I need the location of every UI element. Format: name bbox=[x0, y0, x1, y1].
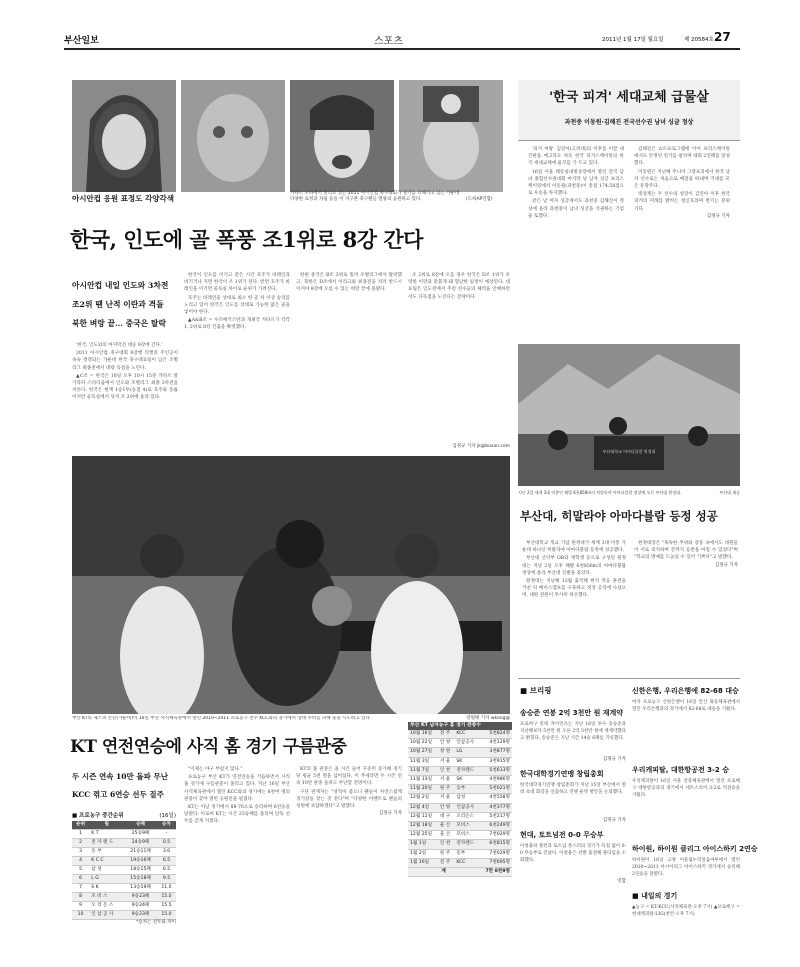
fans-body-col-2 bbox=[184, 272, 290, 452]
attendance-cell: 7천695명 bbox=[479, 858, 512, 867]
attendance-row bbox=[408, 803, 512, 812]
attendance-row bbox=[408, 812, 512, 821]
standings-cell: 9.5 bbox=[157, 875, 176, 884]
skating-headline-panel bbox=[518, 80, 740, 141]
attendance-cell: 12월 18일 bbox=[408, 822, 438, 831]
fans-paragraph: ▲A&B조 = 우즈베키스탄과 개최국 카타르가 각각 1, 2위로 8강 진출을 확정했다. bbox=[184, 318, 290, 331]
brief-body: 프로야구 롯데 자이언츠는 지난 16일 투수 송승준과 지난해보다 5천만 원 오른 2억 3천만 원에 재계약했다고 밝혔다. 송승준은 지난 시즌 14승 6패를 기록했다. bbox=[520, 722, 626, 741]
standings-cell: 인 삼 공 사 bbox=[89, 911, 124, 920]
brief-title: 신한은행, 우리은행에 82-68 대승 bbox=[632, 687, 739, 695]
issue-date: 2011년 1월 17일 월요일 bbox=[602, 37, 664, 43]
fans-paragraph: 호주는 바레인을 상대로 최소 한 골 차 이상 승리를 노리고 있어 한국은 인도를 상대로 가능한 많은 골을 넣어야 한다. bbox=[184, 295, 290, 316]
attendance-cell: 모비스 bbox=[454, 831, 479, 840]
attendance-cell: KCC bbox=[454, 730, 479, 739]
attendance-cell: 6천249명 bbox=[479, 822, 512, 831]
standings-cell: 19승16패 bbox=[124, 857, 157, 866]
standings-cell: 4 bbox=[72, 857, 89, 866]
brief-title: 한국대학경기연맹 창립총회 bbox=[520, 770, 604, 778]
skating-subhead: 과천중 이동원·김해진 전국선수권 남녀 싱글 정상 bbox=[564, 119, 694, 126]
standings-table bbox=[72, 821, 176, 920]
standings-cell: 15승18패 bbox=[124, 875, 157, 884]
standings-row bbox=[72, 884, 176, 893]
kt-photo-credit: 강원태 기자 wkang@ bbox=[466, 716, 510, 721]
attendance-cell: LG bbox=[454, 748, 479, 757]
fans-byline: 김정규 기자 jk@busan.com bbox=[452, 444, 510, 449]
masthead bbox=[64, 32, 740, 48]
fans-paragraph: 한편 중국은 B조 3위로 밀려 조별리그에서 탈락했고, 북한은 D조에서 이라크와 최종전을 치러 반드시 이겨야 8강에 오를 수 있는 벼랑 끝에 몰렸다. bbox=[296, 273, 402, 293]
fan-photo-1 bbox=[72, 80, 176, 192]
standings-cell: 7 bbox=[72, 884, 89, 893]
fans-paragraph: '한국, 인도와의 마지막전 대승 8강에 간다.' bbox=[76, 343, 163, 348]
standings-cell: 모 비 스 bbox=[89, 893, 124, 902]
attendance-cell: 1월 2일 bbox=[408, 849, 438, 858]
skating-paragraph: 이동원은 지난해 주니어 그랑프리에서 한국 남자 선수로는 처음으로 메달을 따내며 기대를 모은 유망주다. bbox=[634, 169, 730, 190]
kt-paragraph: KT의 홈 관중은 올 시즌 들어 꾸준히 증가해 경기당 평균 5천 명을 넘어섰다. 이 추세라면 두 시즌 연속 10만 관중 돌파도 무난할 전망이다. bbox=[296, 767, 402, 787]
paper-name: 부산일보 bbox=[64, 36, 99, 46]
fans-body-col-1 bbox=[72, 342, 178, 450]
kt-photo-caption: 부산 KT의 제스퍼 존슨(가운데)이 16일 부산 사직체육관에서 열린 2010~2011 프로농구 전주 KCC와의 경기에서 상대 수비를 피해 슛을 시도하고 있다. bbox=[72, 716, 372, 721]
skating-body-col-2 bbox=[634, 146, 730, 332]
kt-game-photo bbox=[72, 456, 510, 714]
fans-paragraph: 한국이 인도를 이기고 같은 시간 호주가 바레인과 비기거나 지면 한국이 조 1위가 된다. 반면 호주가 바레인을 이기면 골득실 차이로 순위가 가려진다. bbox=[184, 273, 290, 293]
standings-cell: - bbox=[157, 830, 176, 839]
fans-body-col-3 bbox=[296, 272, 402, 452]
briefing-square-icon: ■ bbox=[520, 686, 528, 695]
attendance-row bbox=[408, 748, 512, 757]
standings-cell: 9 bbox=[72, 902, 89, 911]
fans-paragraph: ▲C조 = 한국은 18일 오후 10시 15분 카타르 알가라파 스타디움에서 인도와 조별리그 최종 3차전을 치른다. 한국은 현재 1승1무(승점 4)로 호주와 동률이지만 골득실에서 뒤져 조 2위에 올라 있다. bbox=[72, 373, 178, 401]
masthead-rule bbox=[64, 48, 740, 50]
brief-byline: 김정규 기자 bbox=[602, 757, 626, 762]
attendance-title: 부산 KT 남자농구 홈 경기 관중수 bbox=[408, 722, 512, 730]
fans-subheads bbox=[72, 276, 182, 333]
attendance-total-label: 계 bbox=[408, 868, 479, 877]
attendance-cell: 동부 bbox=[454, 849, 479, 858]
standings-cell: 9승23패 bbox=[124, 911, 157, 920]
himalaya-headline: 부산대, 히말라야 아마다블람 등정 성공 bbox=[520, 509, 718, 523]
kt-body-col-2 bbox=[296, 766, 402, 946]
briefs-left bbox=[520, 708, 626, 885]
skating-paragraph: 빙상계는 두 선수의 성장이 김연아 이후 한국 피겨의 미래를 밝히는 청신호라며 반기는 분위기다. bbox=[634, 192, 730, 212]
standings-row bbox=[72, 830, 176, 839]
briefs-right bbox=[632, 686, 758, 926]
standings-cell: 9승23패 bbox=[124, 893, 157, 902]
attendance-cell: 6천815명 bbox=[479, 840, 512, 849]
fan-photo-4 bbox=[399, 80, 503, 192]
attendance-cell: 3천915명 bbox=[479, 757, 512, 766]
attendance-cell: 7천029명 bbox=[479, 831, 512, 840]
attendance-row bbox=[408, 849, 512, 858]
standings-row bbox=[72, 839, 176, 848]
attendance-cell: 삼성 bbox=[454, 794, 479, 803]
schedule-square-icon: ■ bbox=[632, 892, 639, 900]
standings-cell: 21승11패 bbox=[124, 848, 157, 857]
himalaya-byline: 김정규 기자 bbox=[714, 562, 738, 568]
fans-paragraph: 2011 아시안컵 축구대회 8강행 티켓의 주인공이 속속 결정되는 가운데 한국 축구대표팀이 남은 조별리그 최종전에서 대량 득점을 노린다. bbox=[72, 351, 178, 371]
fans-headline: 한국, 인도에 골 폭풍 조1위로 8강 간다 bbox=[70, 227, 423, 252]
kt-subheads bbox=[72, 768, 182, 804]
standings-row bbox=[72, 875, 176, 884]
standings-row bbox=[72, 893, 176, 902]
skating-byline: 김정규 기자 bbox=[706, 213, 730, 219]
attendance-row bbox=[408, 757, 512, 766]
brief-byline: 연합 bbox=[617, 879, 626, 884]
skating-paragraph: 16일 서울 태릉실내빙상장에서 열린 전국 남녀 종합선수권대회 마지막 날 남자 싱글 프리스케이팅에서 이동원(과천중)이 총점 174.58점으로 우승을 차지했다. bbox=[528, 169, 624, 197]
attendance-cell: 10월 16일 bbox=[408, 730, 438, 739]
standings-cell: 2 bbox=[72, 839, 89, 848]
fan-photo-2 bbox=[181, 80, 285, 192]
attendance-cell: 5천613명 bbox=[479, 766, 512, 775]
attendance-cell: 울 산 bbox=[438, 831, 454, 840]
brief-body: 한국대학경기연맹 창립총회가 지난 15일 부산에서 열려 초대 회장을 선출하고 연맹 운영 방안을 논의했다. bbox=[520, 783, 626, 795]
attendance-cell: 11월 20일 bbox=[408, 785, 438, 794]
attendance-row bbox=[408, 785, 512, 794]
attendance-cell: 울 산 bbox=[438, 822, 454, 831]
himalaya-paragraph: 부산대 산악부 OB와 재학생 등으로 구성된 원정대는 지난 2일 오후 해발 6천856m의 아마다블람 정상에 올라 부산대 깃발을 꽂았다. bbox=[522, 556, 626, 576]
schedule-label bbox=[632, 891, 740, 901]
himalaya-photo-caption: 지난 2일 세계 3대 미봉인 해발 6천856m의 히말라야 아마다블람 정상에 오른 부산대 원정대. bbox=[518, 490, 682, 495]
attendance-cell: 4천558명 bbox=[479, 794, 512, 803]
attendance-cell: 5천021명 bbox=[479, 785, 512, 794]
attendance-cell: 4천986명 bbox=[479, 776, 512, 785]
attendance-cell: SK bbox=[454, 757, 479, 766]
attendance-cell: 안 양 bbox=[438, 803, 454, 812]
attendance-cell: 12월 4일 bbox=[408, 803, 438, 812]
fans-paragraph: 조 2위로 8강에 오를 경우 한국은 D조 1위가 유력한 이란과 맞붙게 돼 험난한 일정이 예상된다. 대표팀은 인도전에서 주전 선수들의 체력을 안배하면서도 다득점을 노린다는 전략이다. bbox=[408, 273, 510, 300]
brief-title: 현대, 토트넘전 0-0 무승부 bbox=[520, 831, 604, 839]
himalaya-paragraph: 부산대학교 개교 기념 원정대가 세계 3대 미봉 가운데 하나인 히말라야 아마다블람 등정에 성공했다. bbox=[522, 541, 626, 554]
standings-cell: K T bbox=[89, 830, 124, 839]
standings-date: (16일) bbox=[159, 813, 176, 819]
expedition-banner: 부산대학교 아마다블람 원정대 bbox=[602, 449, 656, 454]
himalaya-paragraph: 원정대장은 "혹독한 추위와 강풍 속에서도 대원들이 서로 의지하며 끝까지 등반을 마칠 수 있었다"며 "학교의 명예를 드높일 수 있어 기쁘다"고 말했다. bbox=[634, 541, 738, 561]
briefing-label-text: 브리핑 bbox=[529, 686, 552, 695]
attendance-cell: 1월 1일 bbox=[408, 840, 438, 849]
himalaya-body-col-2 bbox=[634, 540, 738, 664]
standings-cell: 15.0 bbox=[157, 911, 176, 920]
section-name: 스포츠 bbox=[374, 36, 403, 47]
attendance-cell: 전자랜드 bbox=[454, 840, 479, 849]
fan-photo-caption-title: 아시안컵 응원 표정도 각양각색 bbox=[72, 194, 175, 203]
fan-photo-caption: 카타르 도하에서 열리고 있는 2011 아시안컵 축구대회가 열기를 더해가고 있는 가운데 다양한 표정과 차림 등을 이 지구촌 축구팬들 열광의 응원하고 있다. bbox=[290, 191, 460, 202]
standings-cell: 6.5 bbox=[157, 857, 176, 866]
attendance-row bbox=[408, 840, 512, 849]
brief-body: 여자 프로농구 신한은행이 16일 안산 와동체육관에서 열린 우리은행과의 경기에서 82-68로 대승을 거뒀다. bbox=[632, 700, 740, 712]
briefing-rule bbox=[518, 678, 740, 679]
attendance-row bbox=[408, 730, 512, 739]
attendance-cell: 인삼공사 bbox=[454, 739, 479, 748]
standings-cell: 18승15패 bbox=[124, 866, 157, 875]
fan-photo-3 bbox=[290, 80, 394, 192]
standings-cell: 9승24패 bbox=[124, 902, 157, 911]
fan-photo-strip bbox=[72, 80, 506, 208]
attendance-cell: 12월 11일 bbox=[408, 812, 438, 821]
schedule-label-text: 내일의 경기 bbox=[641, 892, 678, 900]
standings-cell: 0.5 bbox=[157, 839, 176, 848]
kt-body-col-1 bbox=[184, 766, 290, 946]
attendance-cell: 10월 22일 bbox=[408, 739, 438, 748]
attendance-cell: 인 천 bbox=[438, 840, 454, 849]
attendance-cell: 서 울 bbox=[438, 757, 454, 766]
himalaya-body-col-1 bbox=[522, 540, 626, 664]
himalaya-photo bbox=[518, 344, 740, 486]
standings-cell: 15.0 bbox=[157, 893, 176, 902]
attendance-cell: 3천877명 bbox=[479, 748, 512, 757]
standings-cell: 6 bbox=[72, 875, 89, 884]
page-number: 27 bbox=[714, 30, 731, 44]
attendance-row bbox=[408, 776, 512, 785]
standings-cell: 24승9패 bbox=[124, 839, 157, 848]
brief-title: 송승준 연봉 2억 3천만 원 재계약 bbox=[520, 709, 624, 717]
attendance-cell: 안 양 bbox=[438, 739, 454, 748]
kt-subhead: KCC 꺾고 6연승 선두 질주 bbox=[72, 790, 164, 799]
attendance-cell: 전자랜드 bbox=[454, 766, 479, 775]
standings-cell: 15.5 bbox=[157, 902, 176, 911]
skating-paragraph: 김해진은 쇼트프로그램에 이어 프리스케이팅에서도 안정된 연기를 펼치며 대회 2연패를 달성했다. bbox=[634, 147, 730, 167]
attendance-cell: 12월 2일 bbox=[408, 794, 438, 803]
standings-row bbox=[72, 848, 176, 857]
attendance-row bbox=[408, 766, 512, 775]
attendance-cell: 창 원 bbox=[438, 748, 454, 757]
fan-photo-credit: (도하AP연합) bbox=[466, 197, 493, 202]
attendance-cell: 원 주 bbox=[438, 785, 454, 794]
standings-header: 승패 bbox=[124, 821, 157, 830]
kt-paragraph: KT는 이날 경기에서 88-76으로 승리하며 6연승을 달렸다. 이로써 KT는 시즌 25승째를 올리며 단독 선두를 굳게 지켰다. bbox=[184, 805, 290, 825]
fans-body-col-4 bbox=[408, 272, 510, 442]
standings-cell: 3 bbox=[72, 848, 89, 857]
brief-title: 우리캐피탈, 대한항공전 3-2 승 bbox=[632, 766, 729, 774]
standings-cell: 오 리 온 스 bbox=[89, 902, 124, 911]
standings-row bbox=[72, 911, 176, 920]
kt-subhead: 두 시즌 연속 10만 돌파 무난 bbox=[72, 772, 168, 781]
attendance-row bbox=[408, 822, 512, 831]
attendance-cell: 7천029명 bbox=[479, 849, 512, 858]
standings-cell: 3.0 bbox=[157, 848, 176, 857]
attendance-table bbox=[408, 730, 512, 877]
standings-cell: 6.5 bbox=[157, 866, 176, 875]
attendance-cell: 12월 25일 bbox=[408, 831, 438, 840]
attendance-box bbox=[408, 722, 512, 877]
attendance-row bbox=[408, 858, 512, 867]
brief-body: 이청용의 볼턴과 토트넘 홋스퍼의 경기가 득점 없이 0-0 무승부로 끝났다. 이청용은 선발 출전해 풀타임을 소화했다. bbox=[520, 844, 626, 863]
standings-cell: 10 bbox=[72, 911, 89, 920]
attendance-row bbox=[408, 739, 512, 748]
kt-paragraph: "이제는 야구 부럽지 않다." bbox=[188, 767, 243, 772]
kt-byline: 김정규 기자 bbox=[378, 811, 402, 817]
standings-cell: S K bbox=[89, 884, 124, 893]
attendance-cell: 서 울 bbox=[438, 776, 454, 785]
issue-number: 제 20584호 bbox=[684, 37, 714, 43]
attendance-total-value: 7만 8천9명 bbox=[479, 868, 512, 877]
attendance-cell: 1월 16일 bbox=[408, 858, 438, 867]
brief-body: 하이원이 16일 고양 어울림누리얼음마루에서 열린 2010~2011 아시아리그 아이스하키 경기에서 승리해 2연승을 달렸다. bbox=[632, 858, 740, 877]
standings-cell: 1 bbox=[72, 830, 89, 839]
attendance-cell: 10월 27일 bbox=[408, 748, 438, 757]
attendance-cell: SK bbox=[454, 776, 479, 785]
attendance-cell: 오리온스 bbox=[454, 812, 479, 821]
attendance-cell: 4천129명 bbox=[479, 739, 512, 748]
himalaya-photo-credit: 부산대 제공 bbox=[719, 490, 740, 495]
standings-cell: K C C bbox=[89, 857, 124, 866]
standings-header: 승차 bbox=[157, 821, 176, 830]
kt-paragraph: 구단 관계자는 "성적이 좋으니 팬들이 자연스럽게 경기장을 찾는 것 같다"며 "다양한 이벤트로 팬들의 성원에 보답하겠다"고 말했다. bbox=[296, 789, 402, 810]
brief-title: 하이원, 하이원 클리그 아이스하키 2연승 bbox=[632, 845, 758, 853]
skating-headline: '한국 피겨' 세대교체 급물살 bbox=[549, 90, 709, 105]
attendance-cell: 원 주 bbox=[438, 849, 454, 858]
fans-subhead: 북한 벼랑 끝… 중국은 탈락 bbox=[72, 319, 166, 328]
standings-header: 순위 bbox=[72, 821, 89, 830]
standings-cell: L G bbox=[89, 875, 124, 884]
standings-cell: 11.0 bbox=[157, 884, 176, 893]
attendance-cell: 11월 13일 bbox=[408, 776, 438, 785]
standings-row bbox=[72, 866, 176, 875]
attendance-cell: 5천217명 bbox=[479, 812, 512, 821]
attendance-cell: KCC bbox=[454, 858, 479, 867]
standings-note: *승차는 선두와 차이 bbox=[136, 920, 176, 925]
skating-box bbox=[518, 80, 740, 336]
standings-row bbox=[72, 857, 176, 866]
attendance-cell: 5천824명 bbox=[479, 730, 512, 739]
himalaya-paragraph: 원정대는 지난해 12월 출국해 현지 적응 훈련을 거친 뒤 베이스캠프를 구축하고 정상 공격에 나섰으며, 대원 전원이 무사히 하산했다. bbox=[522, 579, 626, 599]
attendance-cell: 서 울 bbox=[438, 794, 454, 803]
skating-paragraph: '피겨 여왕' 김연아(고려대)의 이후를 이끌 새 간판을 예고라도 하듯 한국 피겨스케이팅의 한국 세대교체에 물꼬를 가 트고 있다. bbox=[528, 147, 624, 167]
standings-box bbox=[72, 812, 176, 926]
attendance-cell: 동부 bbox=[454, 785, 479, 794]
brief-byline: 김정규 기자 bbox=[602, 818, 626, 823]
standings-cell: 5 bbox=[72, 866, 89, 875]
standings-title: ■ 프로농구 중간순위 bbox=[72, 813, 124, 819]
attendance-cell: 인 천 bbox=[438, 766, 454, 775]
fans-subhead: 조2위 땐 난적 이란과 격돌 bbox=[72, 300, 164, 309]
skating-paragraph: 같은 날 여자 싱글에서도 과천중 김해진이 정상에 올라 과천중이 남녀 싱글을 석권하는 기염을 토했다. bbox=[528, 199, 624, 219]
attendance-cell: 인삼공사 bbox=[454, 803, 479, 812]
standings-cell: 동 부 bbox=[89, 848, 124, 857]
schedule-body: ▲농구 = KT-KCC(사직체육관·오후 7시) ▲프로배구 = 현대캐피탈-LIG(천안·오후 7시) bbox=[632, 905, 740, 917]
standings-cell: 8 bbox=[72, 893, 89, 902]
fans-subhead: 아시안컵 내일 인도와 3차전 bbox=[72, 281, 169, 290]
attendance-cell: 전 주 bbox=[438, 730, 454, 739]
attendance-cell: 11월 3일 bbox=[408, 757, 438, 766]
standings-header: 팀 bbox=[89, 821, 124, 830]
attendance-cell: 전 주 bbox=[438, 858, 454, 867]
attendance-row bbox=[408, 831, 512, 840]
briefing-label bbox=[520, 685, 620, 696]
attendance-row bbox=[408, 794, 512, 803]
standings-cell: 삼 성 bbox=[89, 866, 124, 875]
standings-cell: 전 자 랜 드 bbox=[89, 839, 124, 848]
kt-paragraph: 프로농구 부산 KT가 연전연승을 거듭하면서 사직 홈 경기에 구름관중이 몰리고 있다. 지난 16일 부산 사직체육관에서 열린 KCC와의 경기에는 8천여 명의 관중이 찾아 열띤 응원전을 펼쳤다. bbox=[184, 775, 290, 802]
attendance-cell: 11월 7일 bbox=[408, 766, 438, 775]
attendance-cell: 모비스 bbox=[454, 822, 479, 831]
kt-headline: KT 연전연승에 사직 홈 경기 구름관중 bbox=[70, 737, 347, 757]
standings-row bbox=[72, 902, 176, 911]
attendance-cell: 4천377명 bbox=[479, 803, 512, 812]
skating-body-col-1 bbox=[528, 146, 624, 332]
attendance-cell: 대 구 bbox=[438, 812, 454, 821]
brief-body: 우리캐피탈이 16일 서울 장충체육관에서 열린 프로배구 대한항공과의 경기에서 세트스코어 3-2로 역전승을 거뒀다. bbox=[632, 779, 740, 798]
standings-cell: 25승9패 bbox=[124, 830, 157, 839]
standings-cell: 13승19패 bbox=[124, 884, 157, 893]
